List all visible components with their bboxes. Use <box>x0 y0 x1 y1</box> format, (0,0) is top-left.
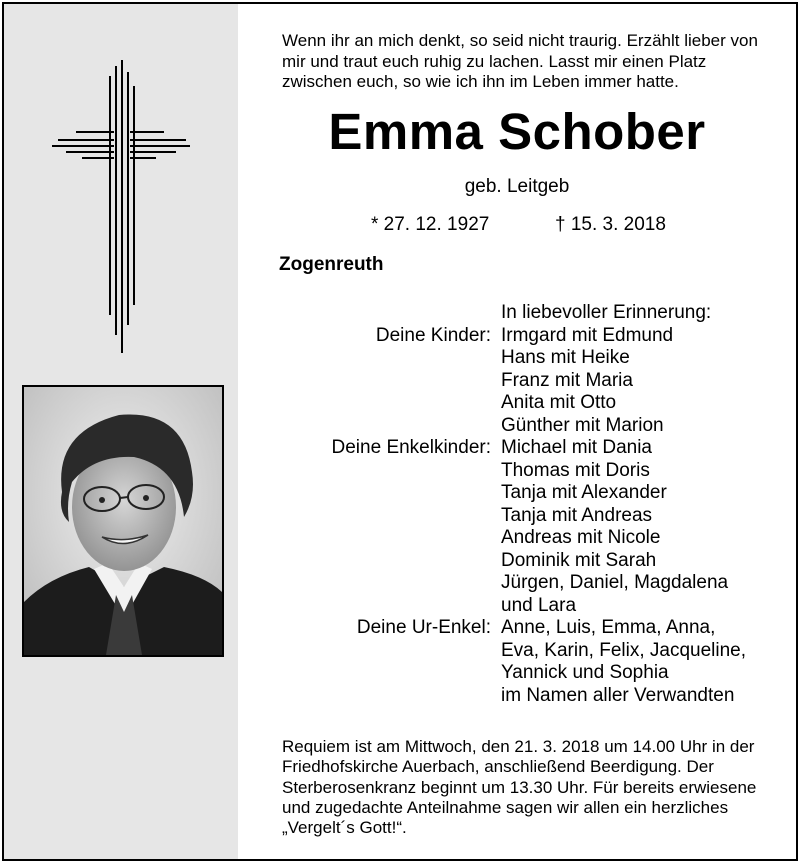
relation-label: Deine Kinder: <box>375 324 491 346</box>
mourner-row <box>238 550 796 573</box>
maiden-name: geb. Leitgeb <box>464 176 570 197</box>
mourner-row <box>238 325 796 348</box>
mourner-row <box>238 460 796 483</box>
mourner-row <box>238 662 796 685</box>
portrait-illustration <box>24 387 222 655</box>
mourner-names: Günther mit Marion <box>501 414 664 436</box>
relation-label: Deine Ur-Enkel: <box>356 617 491 638</box>
hometown: Zogenreuth <box>279 254 384 275</box>
cross-icon <box>52 60 192 355</box>
mourner-names: Anne, Luis, Emma, Anna, <box>501 617 716 638</box>
mourner-names: Tanja mit Andreas <box>501 504 653 526</box>
mourner-names: Tanja mit Alexander <box>501 482 667 503</box>
funeral-details: Requiem ist am Mittwoch, den 21. 3. 2018 um 14.00 Uhr in der Friedhofskirche Auerbach, anschließend Beerdigung. Der Sterberosenkranz beginnt um 13.30 Uhr. Für bereits erwiesene und zugedachte Anteilnahme sagen wir allen ein herzliches „Vergelt´s Gott!“. <box>282 737 757 838</box>
mourner-row <box>238 527 796 550</box>
mourner-names: Anita mit Otto <box>501 392 617 413</box>
mourner-names: Hans mit Heike <box>501 347 630 368</box>
mourner-row <box>238 595 796 618</box>
death-date: † 15. 3. 2018 <box>555 214 666 235</box>
mourner-row <box>238 392 796 415</box>
obituary-notice <box>2 2 798 861</box>
relation-label: Deine Enkelkinder: <box>331 437 491 458</box>
mourner-names: und Lara <box>501 594 577 616</box>
mourner-names: In liebevoller Erinnerung: <box>501 302 712 323</box>
mourner-row <box>238 482 796 505</box>
mourner-row <box>238 302 796 325</box>
mourner-names: im Namen aller Verwandten <box>501 684 735 706</box>
deceased-name: Emma Schober <box>328 103 706 160</box>
mourner-names: Thomas mit Doris <box>501 459 650 481</box>
mourner-row <box>238 505 796 528</box>
mourner-row <box>238 572 796 595</box>
mourner-row <box>238 640 796 663</box>
mourner-row <box>238 617 796 640</box>
mourners-list <box>238 302 796 707</box>
notice-content <box>238 4 796 859</box>
sidebar-panel <box>4 4 238 859</box>
birth-date: * 27. 12. 1927 <box>371 214 490 235</box>
mourner-names: Dominik mit Sarah <box>501 549 657 571</box>
mourner-names: Michael mit Dania <box>501 437 652 458</box>
mourner-names: Franz mit Maria <box>501 369 633 391</box>
mourner-names: Andreas mit Nicole <box>501 527 661 548</box>
mourner-names: Eva, Karin, Felix, Jacqueline, <box>501 639 747 661</box>
memorial-verse: Wenn ihr an mich denkt, so seid nicht traurig. Erzählt lieber von mir und traut euch ruhig zu lachen. Lasst mir einen Platz zwischen euch, so wie ich ihn im Leben immer hatte. <box>282 31 758 91</box>
mourner-row <box>238 370 796 393</box>
mourner-names: Yannick und Sophia <box>501 662 669 683</box>
mourner-row <box>238 685 796 708</box>
mourner-names: Jürgen, Daniel, Magdalena <box>501 572 729 593</box>
mourner-row <box>238 437 796 460</box>
portrait-photo <box>22 385 224 657</box>
mourner-names: Irmgard mit Edmund <box>501 324 674 346</box>
mourner-row <box>238 347 796 370</box>
mourner-row <box>238 415 796 438</box>
